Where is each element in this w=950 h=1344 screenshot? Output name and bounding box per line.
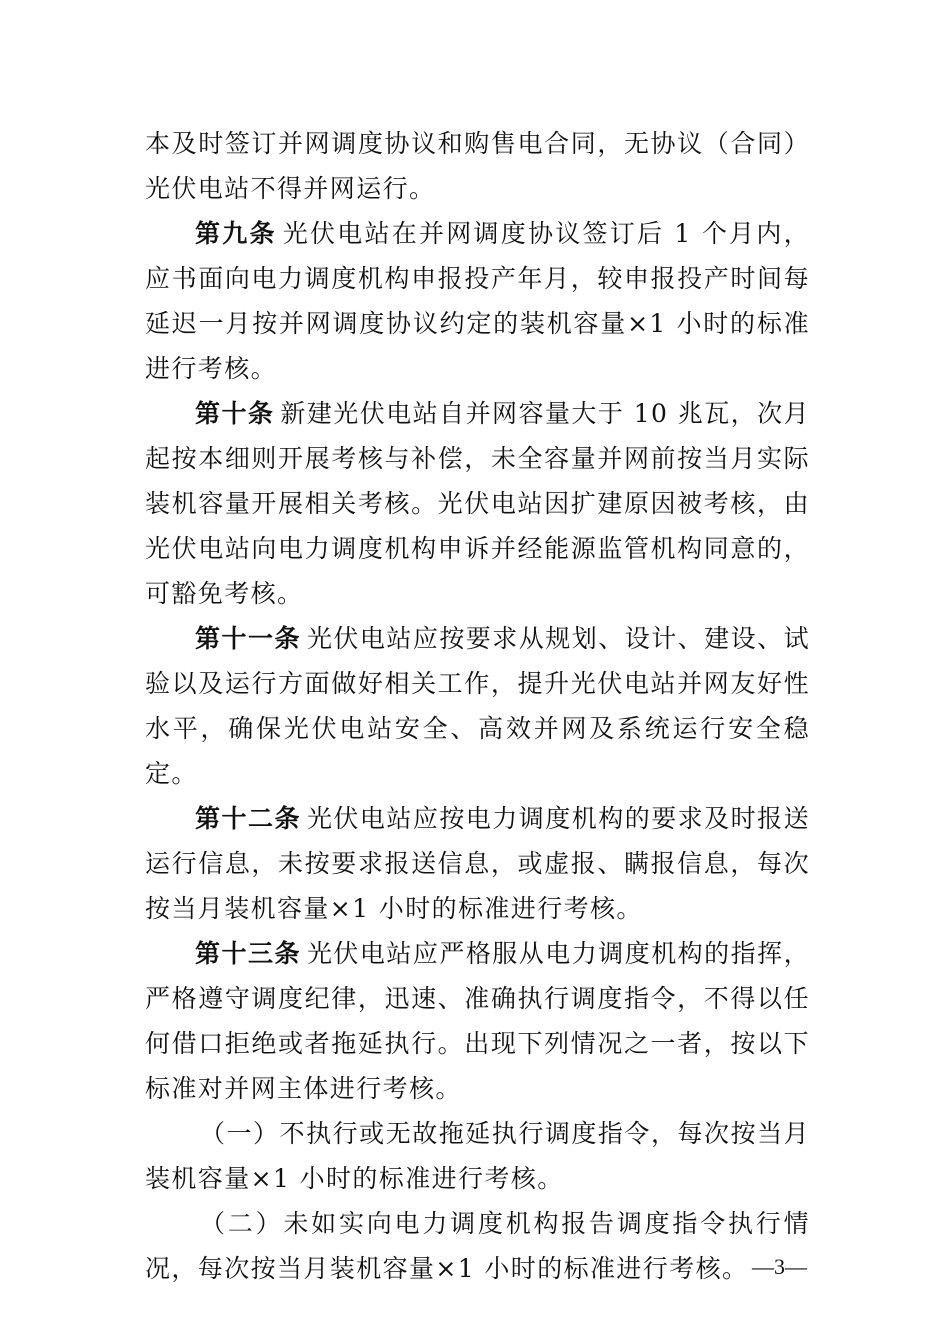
- paragraph-text: 光伏电站应严格服从电力调度机构的指挥，严格遵守调度纪律，迅速、准确执行调度指令，不得以任何借口拒绝或者拖延执行。出现下列情况之一者，按以下标准对并网主体进行考核。: [145, 939, 810, 1103]
- paragraph-text: （二）未如实向电力调度机构报告调度指令执行情况，每次按当月装机容量×1 小时的标准进行考核。: [145, 1209, 810, 1283]
- paragraph-text: 光伏电站应按电力调度机构的要求及时报送运行信息，未按要求报送信息，或虚报、瞒报信息，每次按当月装机容量×1 小时的标准进行考核。: [145, 804, 810, 923]
- sub-item-2: [145, 1201, 810, 1291]
- article-10: [145, 391, 810, 616]
- paragraph-text: （一）不执行或无故拖延执行调度指令，每次按当月装机容量×1 小时的标准进行考核。: [145, 1119, 810, 1193]
- article-11: [145, 616, 810, 796]
- article-12: [145, 796, 810, 931]
- sub-item-1: [145, 1111, 810, 1201]
- article-number: 第九条: [195, 219, 277, 248]
- document-body: [145, 121, 810, 1291]
- paragraph-text: 光伏电站应按要求从规划、设计、建设、试验以及运行方面做好相关工作，提升光伏电站并网友好性水平，确保光伏电站安全、高效并网及系统运行安全稳定。: [145, 624, 810, 788]
- paragraph-text: 本及时签订并网调度协议和购售电合同，无协议（合同）光伏电站不得并网运行。: [145, 129, 810, 203]
- paragraph-text: 新建光伏电站自并网容量大于 10 兆瓦，次月起按本细则开展考核与补偿，未全容量并网前按当月实际装机容量开展相关考核。光伏电站因扩建原因被考核，由光伏电站向电力调度机构申诉并经能源监管机构同意的，可豁免考核。: [145, 399, 810, 608]
- article-13: [145, 931, 810, 1111]
- article-number: 第十一条: [195, 624, 301, 653]
- paragraph-text: 光伏电站在并网调度协议签订后 1 个月内，应书面向电力调度机构申报投产年月，较申报投产时间每延迟一月按并网调度协议约定的装机容量×1 小时的标准进行考核。: [145, 219, 811, 383]
- article-number: 第十二条: [195, 804, 301, 833]
- article-number: 第十条: [195, 399, 275, 428]
- article-9: [145, 211, 810, 391]
- paragraph-continuation: [145, 121, 810, 211]
- article-number: 第十三条: [195, 939, 301, 968]
- page-number: —3—: [752, 1254, 807, 1279]
